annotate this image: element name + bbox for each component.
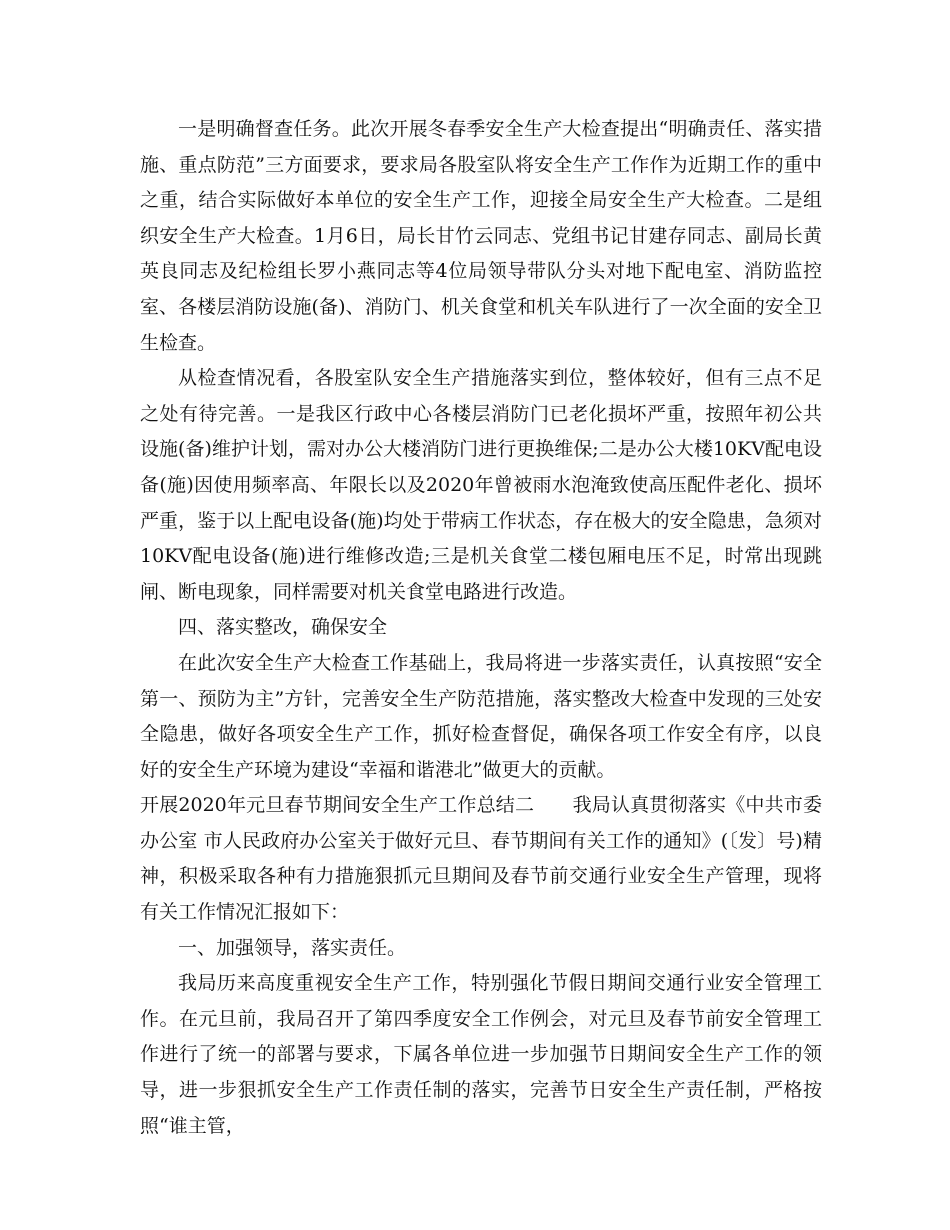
section-heading-rectification: 四、落实整改，确保安全: [178, 616, 388, 639]
paragraph-inspection-findings: 从检查情况看，各股室队安全生产措施落实到位，整体较好，但有三点不足之处有待完善。一是我区行政中心各楼层消防门已老化损坏严重，按照年初公共设施(备)维护计划，需对办公大楼消防门进行更换维保;二是办公大楼10KV配电设备(施)因使用频率高、年限长以及2020年曾被雨水泡淹致使高压配件老化、损坏严重，鉴于以上配电设备(施)均处于带病工作状态，存在极大的安全隐患，急须对10KV配电设备(施)进行维修改造;三是机关食堂二楼包厢电压不足，时常出现跳闸、断电现象，同样需要对机关食堂电路进行改造。: [140, 367, 822, 603]
summary-two-title-paragraph: 开展2020年元旦春节期间安全生产工作总结二 我局认真贯彻落实《中共市委办公室 市人民政府办公室关于做好元旦、春节期间有关工作的通知》(〔发〕号)精神，积极采取各种有力措施狠抓元旦期间及春节前交通行业安全生产管理，现将有关工作情况汇报如下：: [140, 794, 822, 924]
section-heading-leadership: 一、加强领导，落实责任。: [178, 936, 407, 959]
paragraph-rectification: 在此次安全生产大检查工作基础上，我局将进一步落实责任，认真按照“安全第一、预防为主”方针，完善安全生产防范措施，落实整改大检查中发现的三处安全隐患，做好各项安全生产工作，抓好检查督促，确保各项工作安全有序，以良好的安全生产环境为建设“幸福和谐港北”做更大的贡献。: [140, 651, 822, 781]
document-body: [140, 112, 822, 1144]
paragraph-inspection-tasks: 一是明确督查任务。此次开展冬春季安全生产大检查提出“明确责任、落实措施、重点防范”三方面要求，要求局各股室队将安全生产工作作为近期工作的重中之重，结合实际做好本单位的安全生产工作，迎接全局安全生产大检查。二是组织安全生产大检查。1月6日，局长甘竹云同志、党组书记甘建存同志、副局长黄英良同志及纪检组长罗小燕同志等4位局领导带队分头对地下配电室、消防监控室、各楼层消防设施(备)、消防门、机关食堂和机关车队进行了一次全面的安全卫生检查。: [140, 118, 822, 354]
paragraph-leadership: 我局历来高度重视安全生产工作，特别强化节假日期间交通行业安全管理工作。在元旦前，我局召开了第四季度安全工作例会，对元旦及春节前安全管理工作进行了统一的部署与要求，下属各单位进一步加强节日期间安全生产工作的领导，进一步狠抓安全生产工作责任制的落实，完善节日安全生产责任制，严格按照“谁主管，: [140, 972, 822, 1137]
